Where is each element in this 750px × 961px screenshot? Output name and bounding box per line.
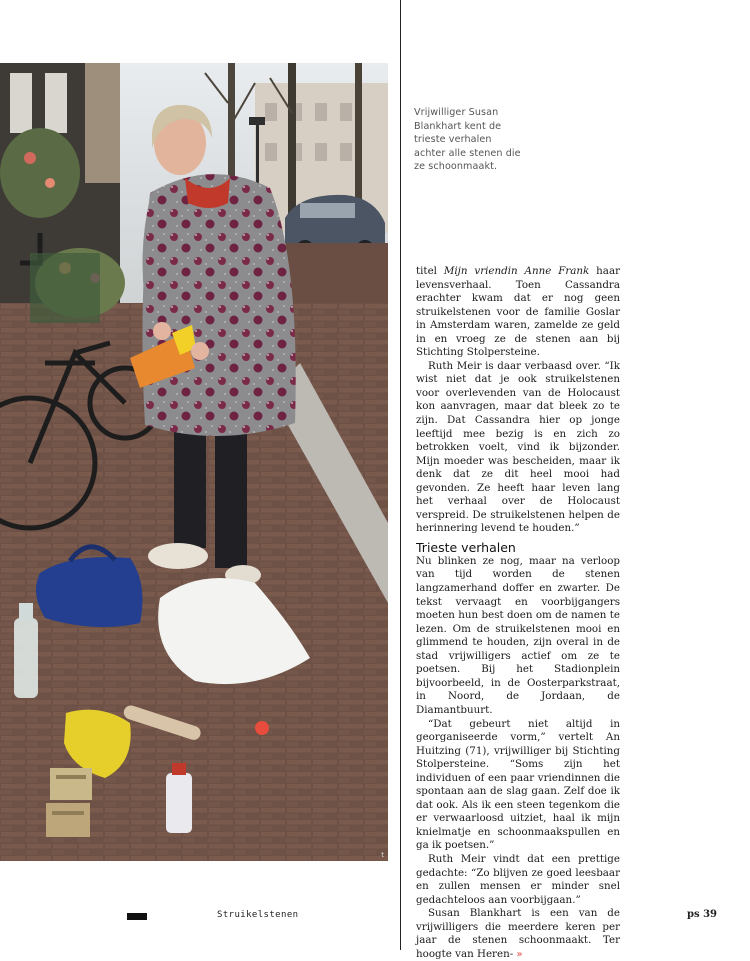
paragraph-text: haar levensverhaal. Toen Cassandra erachter kwam dat er nog geen struikelstenen voor de familie Goslar in Amsterdam waren, zamelde ze geld in en vroeg ze de stenen aan bij Stichting Stolpersteine. (416, 265, 621, 359)
continue-arrow-icon: » (516, 948, 523, 960)
street-scene-illustration (0, 63, 388, 861)
book-title: Mijn vriendin Anne Frank (443, 265, 590, 277)
article-paragraph: Nu blinken ze nog, maar na verloop van tijd worden de stenen langzamerhand doffer en zwarter. De tekst vervaagt en voorbijgangers moeten hun best doen om de namen te lezen. Om de struikelstenen mooi en glimmend te houden, zijn overal in de stad vrijwilligers actief om ze te poetsen. Bij het Stadionplein bijvoorbeeld, in de Oosterparkstraat, in Noord, de Jordaan, de Diamantbuurt. (416, 554, 620, 716)
caption-line: Vrijwilliger Susan (414, 107, 499, 118)
caption-line: Blankhart kent de (414, 120, 502, 132)
caption-line: trieste verhalen (414, 134, 492, 146)
page-number: ps 39 (687, 909, 718, 920)
paragraph-text: Susan Blankhart is een van de vrijwilligers die meerdere keren per jaar de stenen schoonmaakt. Ter hoogte van Heren- (416, 907, 620, 960)
caption-line: ze schoonmaakt. (414, 161, 498, 173)
photo-credit: t (381, 851, 384, 859)
article-paragraph: Ruth Meir vindt dat een prettige gedachte: “Zo blijven ze goed leesbaar en zullen mensen er minder snel gedachteloos aan voorbijgaan.” (416, 852, 620, 906)
caption-line: achter alle stenen die (414, 147, 521, 159)
article-paragraph: “Dat gebeurt niet altijd in georganiseerde vorm,” vertelt An Huitzing (71), vrijwilliger bij Stichting Stolpersteine. “Soms zijn het individuen of een paar vriendinnen die spontaan aan de slag gaan. Zelf doe ik dat ook. Als ik een steen tegenkom die er verwaarloosd uitziet, haal ik mijn knielmatje en schoonmaakspullen en ga ik poetsen.” (416, 717, 620, 852)
column-divider (400, 0, 401, 950)
article-photo (0, 63, 388, 861)
article-paragraph (416, 265, 620, 360)
section-name: Struikelstenen (217, 910, 299, 920)
article-paragraph (416, 907, 620, 961)
footer-marker (127, 913, 147, 920)
photo-caption (414, 106, 532, 174)
paragraph-text: titel (416, 265, 444, 277)
section-heading: Trieste verhalen (416, 539, 516, 555)
article-paragraph: Ruth Meir is daar verbaasd over. “Ik wist niet dat je ook struikelstenen voor overlevenden van de Holocaust kon aanvragen, maar dat bleek zo te zijn. Dat Cassandra hier op jonge leeftijd mee bezig is en zich zo betrokken voelt, vind ik bijzonder. Mijn moeder was bescheiden, maar ik denk dat ze dit heel mooi had gevonden. Ze heeft haar leven lang het verhaal over de Holocaust verspreid. De struikelstenen helpen de herinnering levend te houden.” (416, 359, 620, 535)
article-body (416, 265, 620, 961)
